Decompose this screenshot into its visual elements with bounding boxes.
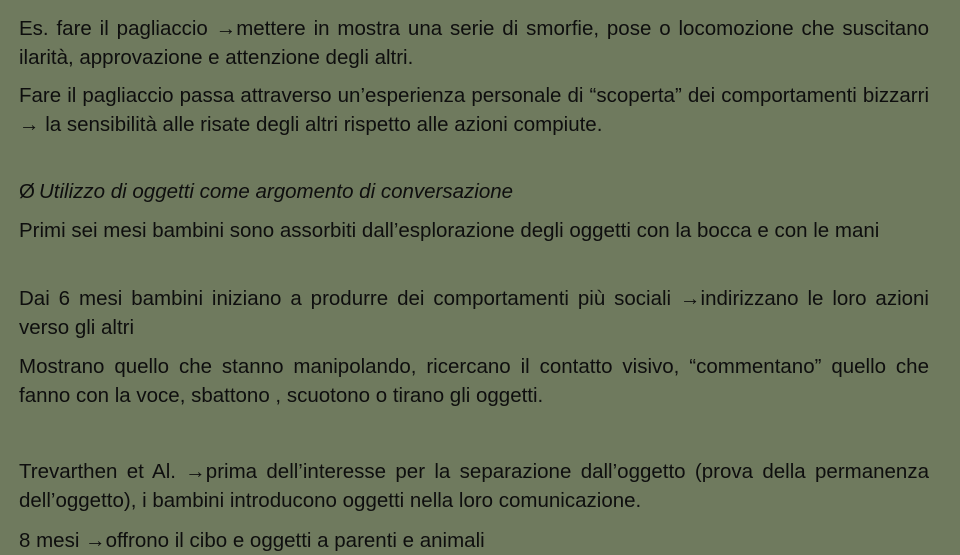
paragraph-eight-months: 8 mesi →offrono il cibo e oggetti a parenti e animali — [19, 529, 485, 552]
bullet-objects-topic — [19, 177, 929, 206]
paragraph-showing-objects: Mostrano quello che stanno manipolando, ricercano il contatto visivo, “commentano” quello che fanno con la voce, sbattono , scuotono o tirano gli oggetti. — [19, 355, 929, 407]
paragraph-first-six-months: Primi sei mesi bambini sono assorbiti dall’esplorazione degli oggetti con la bocca e con le mani — [19, 219, 880, 242]
arrow-bullet-icon: Ø — [19, 180, 35, 203]
paragraph-clown-example: Es. fare il pagliaccio →mettere in mostra una serie di smorfie, pose o locomozione che suscitano ilarità, approvazione e attenzione degli altri. — [19, 17, 929, 69]
bullet-text: Utilizzo di oggetti come argomento di conversazione — [39, 180, 514, 203]
paragraph-from-six-months: Dai 6 mesi bambini iniziano a produrre dei comportamenti più sociali →indirizzano le loro azioni verso gli altri — [19, 287, 929, 339]
paragraph-trevarthen: Trevarthen et Al. →prima dell’interesse per la separazione dall’oggetto (prova della permanenza dell’oggetto), i bambini introducono oggetti nella loro comunicazione. — [19, 460, 929, 512]
paragraph-clown-experience: Fare il pagliaccio passa attraverso un’esperienza personale di “scoperta” dei comportamenti bizzarri → la sensibilità alle risate degli altri rispetto alle azioni compiute. — [19, 84, 929, 136]
